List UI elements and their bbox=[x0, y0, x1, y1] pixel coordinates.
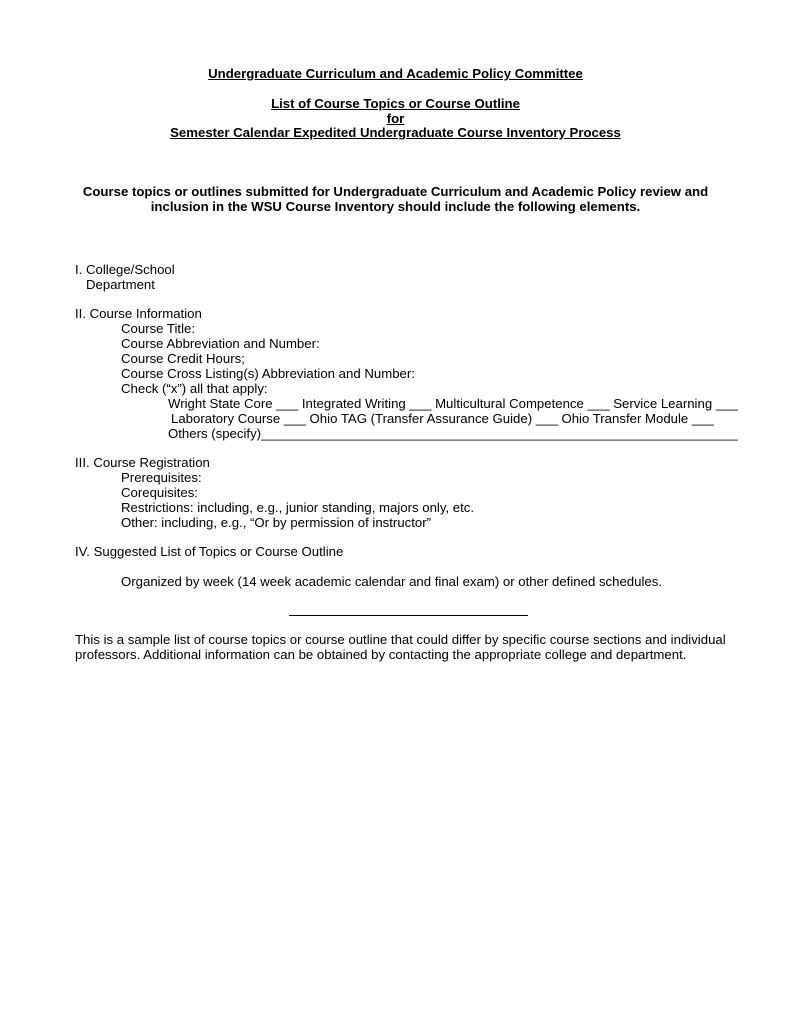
check-options-others: Others (specify)_________________________________________________________________ bbox=[168, 426, 738, 441]
restrictions-label: Restrictions: including, e.g., junior standing, majors only, etc. bbox=[121, 500, 475, 515]
course-abbreviation-label: Course Abbreviation and Number: bbox=[121, 336, 320, 351]
course-credit-hours-label: Course Credit Hours; bbox=[121, 351, 245, 366]
section-college-heading: I. College/School bbox=[75, 262, 175, 277]
section-course-info-heading: II. Course Information bbox=[75, 306, 202, 321]
section-topics-heading: IV. Suggested List of Topics or Course Outline bbox=[75, 544, 344, 559]
course-cross-listing-label: Course Cross Listing(s) Abbreviation and Number: bbox=[121, 366, 415, 381]
prerequisites-label: Prerequisites: bbox=[121, 470, 202, 485]
section-registration-heading: III. Course Registration bbox=[75, 455, 210, 470]
course-title-label: Course Title: bbox=[121, 321, 196, 336]
divider-line bbox=[289, 615, 528, 616]
check-all-label: Check (“x”) all that apply: bbox=[121, 381, 268, 396]
document-title: List of Course Topics or Course Outline bbox=[271, 96, 520, 111]
document-title-for: for bbox=[386, 111, 405, 126]
intro-line-2: inclusion in the WSU Course Inventory should include the following elements. bbox=[150, 199, 641, 214]
check-options-line-1: Wright State Core ___ Integrated Writing ___ Multicultural Competence ___ Service Learning ___ bbox=[168, 396, 738, 411]
intro-line-1: Course topics or outlines submitted for Undergraduate Curriculum and Academic Policy review and bbox=[82, 184, 709, 199]
corequisites-label: Corequisites: bbox=[121, 485, 198, 500]
sample-note: This is a sample list of course topics or course outline that could differ by specific course sections and individual professors. Additional information can be obtained by contacting the appropriate college and department. bbox=[75, 632, 726, 662]
other-label: Other: including, e.g., “Or by permission of instructor” bbox=[121, 515, 432, 530]
document-subtitle: Semester Calendar Expedited Undergraduate Course Inventory Process bbox=[170, 125, 621, 140]
section-topics-body: Organized by week (14 week academic calendar and final exam) or other defined schedules. bbox=[121, 574, 662, 589]
check-options-line-2: Laboratory Course ___ Ohio TAG (Transfer Assurance Guide) ___ Ohio Transfer Module ___ bbox=[171, 411, 714, 426]
committee-heading: Undergraduate Curriculum and Academic Policy Committee bbox=[208, 66, 583, 81]
section-college-department: Department bbox=[86, 277, 155, 292]
